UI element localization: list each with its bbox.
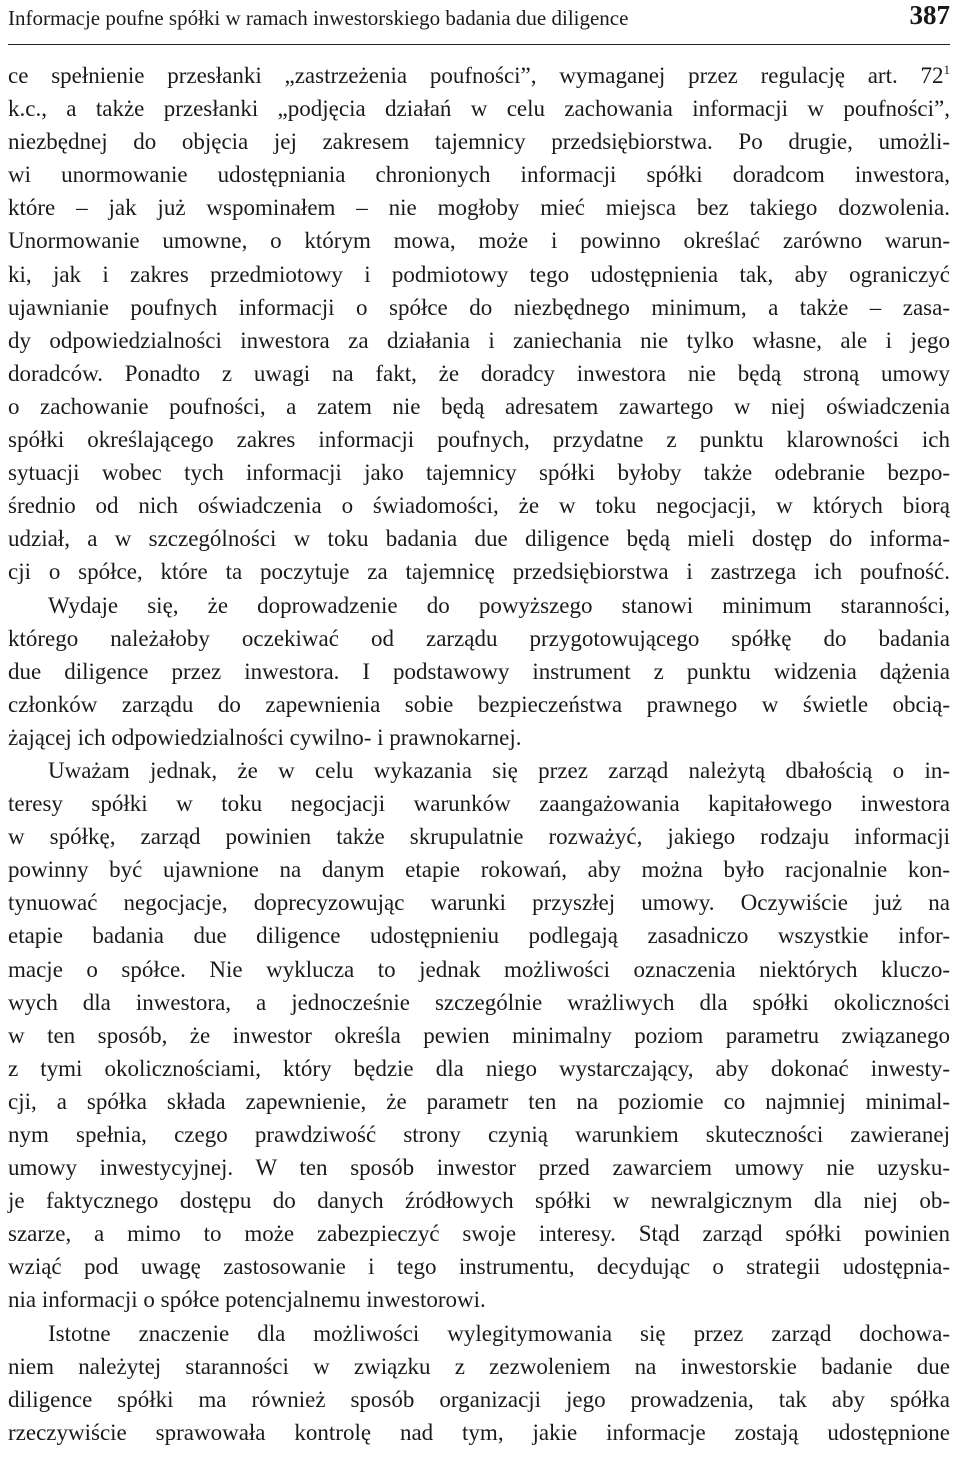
text-line [8,125,950,158]
text-line-content: je faktycznego dostępu do danych źródłowych spółki w newralgicznym dla niej ob- [8,1188,950,1214]
text-line [8,986,950,1019]
text-line-content: niem należytej staranności w związku z zezwoleniem na inwestorskie badanie due [8,1353,950,1379]
text-line-content: etapie badania due diligence udostępnieniu podlegają zasadniczo wszystkie infor- [8,923,950,949]
text-line [8,1250,950,1283]
text-line-content: due diligence przez inwestora. I podstawowy instrument z punktu widzenia dążenia [8,658,950,684]
text-line [8,59,950,92]
text-line [8,423,950,456]
text-line-content: członków zarządu do zapewnienia sobie bezpieczeństwa prawnego w świetle obcią- [8,691,950,717]
text-line [8,589,950,622]
text-line-content: sytuacji wobec tych informacji jako tajemnicy spółki byłoby także odebranie bezpo- [8,460,950,486]
text-line-content: nym spełnia, czego prawdziwość strony czynią warunkiem skuteczności zawieranej [8,1122,950,1147]
text-line [8,1350,950,1383]
text-line [8,953,950,986]
text-line-content: wi unormowanie udostępniania chronionych informacji spółki doradcom inwestora, [8,162,950,188]
text-line [8,191,950,224]
text-line [8,754,950,787]
text-line-content: Unormowanie umowne, o którym mowa, może i powinno określać zarówno warun- [8,228,950,254]
text-line-content: nia informacji o spółce potencjalnemu inwestorowi. [8,1287,486,1313]
text-line [8,1019,950,1052]
text-line-content: Istotne znaczenie dla możliwości wylegitymowania się przez zarząd dochowa- [48,1320,950,1346]
text-line [8,324,950,357]
text-line [8,1151,950,1184]
text-line-content: szarze, a mimo to może zabezpieczyć swoje interesy. Stąd zarząd spółki powinien [8,1221,950,1247]
text-line-content: cji, a spółka składa zapewnienie, że parametr ten na poziomie co najmniej minimal- [8,1088,950,1114]
text-line [8,1118,950,1151]
text-line-content: macje o spółce. Nie wyklucza to jednak możliwości oznaczenia niektórych kluczo- [8,956,950,982]
text-line-content: powinny być ujawnione na danym etapie rokowań, aby można było racjonalnie kon- [8,857,950,883]
text-line-content: k.c., a także przesłanki „podjęcia działań w celu zachowania informacji w poufności”, [8,96,950,122]
text-line-content: które – jak już wspominałem – nie mogłoby mieć miejsca bez takiego dozwolenia. [8,195,950,221]
text-line-content: o zachowanie poufności, a zatem nie będą adresatem zawartego w niej oświadczenia [8,393,950,419]
text-line [8,1217,950,1250]
text-line-content: rzeczywiście sprawowała kontrolę nad tym, jakie informacje zostają udostępnione [8,1419,950,1445]
text-line-content: wych dla inwestora, a jednocześnie szczególnie wrażliwych dla spółki okoliczności [8,989,950,1015]
footnote-ref: 1 [943,62,950,77]
text-line-content: wziąć pod uwagę zastosowanie i tego instrumentu, decydując o strategii udostępnia- [8,1254,950,1280]
text-line [8,1416,950,1449]
text-line [8,555,950,588]
text-line [8,1283,950,1316]
text-line-content: w spółkę, zarząd powinien także skrupulatnie rozważyć, jakiego rodzaju informacji [8,824,950,850]
text-line-content: średnio od nich oświadczenia o świadomości, że w toku negocjacji, w których biorą [8,493,950,519]
text-line [8,357,950,390]
text-line [8,224,950,257]
text-line-content: ki, jak i zakres przedmiotowy i podmiotowy tego udostępnienia tak, aby ograniczyć [8,261,950,287]
text-line [8,622,950,655]
text-line [8,688,950,721]
text-line-content: tynuować negocjacje, doprecyzowując warunki przyszłej umowy. Oczywiście już na [8,890,950,916]
text-line [8,721,950,754]
text-line [8,390,950,423]
text-line-content: udział, a w szczególności w toku badania due diligence będą mieli dostęp do informa- [8,526,950,552]
text-line-content: teresy spółki w toku negocjacji warunków zaangażowania kapitałowego inwestora [8,791,950,817]
text-line [8,1383,950,1416]
text-line [8,655,950,688]
text-line [8,456,950,489]
text-line [8,919,950,952]
text-line-content: którego należałoby oczekiwać od zarządu przygotowującego spółkę do badania [8,625,950,651]
text-line [8,489,950,522]
text-line [8,1184,950,1217]
text-line [8,1317,950,1350]
text-line-content: z tymi okolicznościami, który będzie dla niego wystarczający, aby dokonać inwesty- [8,1055,950,1081]
text-line-content: diligence spółki ma również sposób organizacji jego prowadzenia, tak aby spółka [8,1386,950,1412]
text-line [8,158,950,191]
text-line-content: spółki określającego zakres informacji poufnych, przydatne z punktu klarowności ich [8,427,950,453]
text-line [8,1085,950,1118]
text-line-content: Wydaje się, że doprowadzenie do powyższego stanowi minimum staranności, [48,592,950,618]
text-line-content: żającej ich odpowiedzialności cywilno- i prawnokarnej. [8,724,522,750]
text-line-content: ujawnianie poufnych informacji o spółce do niezbędnego minimum, a także – zasa- [8,294,950,320]
text-line [8,886,950,919]
text-line [8,853,950,886]
running-header [8,0,950,45]
running-title: Informacje poufne spółki w ramach inwestorskiego badania due diligence [8,6,629,30]
text-line [8,258,950,291]
text-line [8,522,950,555]
body-text [8,59,950,1449]
text-line [8,820,950,853]
text-line-content: cji o spółce, które ta poczytuje za tajemnicę przedsiębiorstwa i zastrzega ich poufność. [8,559,950,585]
text-line-content: umowy inwestycyjnej. W ten sposób inwestor przed zawarciem umowy nie uzysku- [8,1155,950,1181]
text-line [8,1052,950,1085]
text-line [8,787,950,820]
text-line-content: ce spełnienie przesłanki „zastrzeżenia poufności”, wymaganej przez regulację art. 72 [8,63,944,88]
text-line-content: Uważam jednak, że w celu wykazania się przez zarząd należytą dbałością o in- [48,757,950,783]
text-line [8,92,950,125]
text-line-content: dy odpowiedzialności inwestora za działania i zaniechania nie tylko własne, ale i jego [8,327,950,353]
text-line-content: niezbędnej do objęcia jej zakresem tajemnicy przedsiębiorstwa. Po drugie, umożli- [8,129,950,155]
page-number: 387 [909,0,950,30]
text-line-content: doradców. Ponadto z uwagi na fakt, że doradcy inwestora nie będą stroną umowy [8,360,950,386]
text-line-content: w ten sposób, że inwestor określa pewien minimalny poziom parametru związanego [8,1022,950,1048]
text-line [8,291,950,324]
